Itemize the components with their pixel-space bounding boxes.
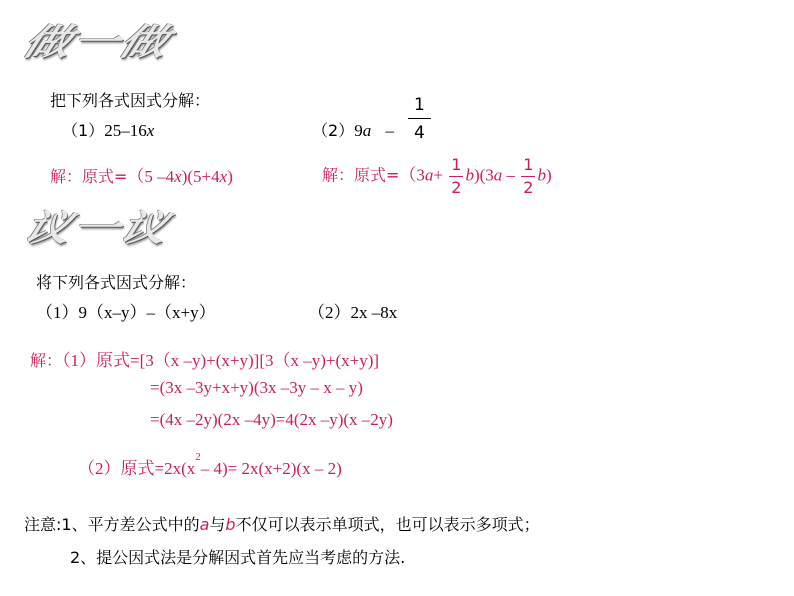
fraction-one-quarter bbox=[406, 92, 433, 147]
var-a: a bbox=[199, 515, 210, 534]
answer-part: )(5+4 bbox=[181, 167, 220, 186]
answer-prefix: 解：原式= bbox=[322, 165, 400, 185]
var-b: b bbox=[465, 165, 474, 185]
note-text: 与 bbox=[209, 515, 226, 534]
minus-sign: – bbox=[502, 165, 516, 185]
minus-sign: – bbox=[385, 121, 394, 140]
plus-sign: + bbox=[433, 165, 444, 185]
var-x: x bbox=[219, 167, 228, 186]
note-text: 不仅可以表示单项式，也可以表示多项式； bbox=[235, 515, 540, 534]
solution-line-4 bbox=[78, 451, 342, 479]
solution-part: – 4)= 2x(x+2)(x – 2) bbox=[200, 459, 342, 478]
solution-line-3: =(4x –2y)(2x –4y)=4(2x –y)(x –2y) bbox=[150, 410, 393, 429]
instruction-2: 将下列各式因式分解： bbox=[36, 273, 197, 292]
note-line-1 bbox=[24, 512, 540, 535]
frac-den: 2 bbox=[451, 178, 462, 197]
frac-num: 1 bbox=[449, 154, 463, 177]
problem-1-2 bbox=[312, 118, 394, 141]
answer-prefix: 解：原式= bbox=[50, 167, 128, 186]
var-a: a bbox=[493, 165, 503, 185]
answer-part: )(3 bbox=[473, 165, 494, 185]
frac-den: 2 bbox=[523, 178, 534, 197]
instruction-1: 把下列各式因式分解： bbox=[50, 91, 211, 110]
sol-prefix: 解： bbox=[30, 351, 63, 370]
answer-part: （5 –4 bbox=[127, 167, 175, 186]
var-x: x bbox=[174, 167, 182, 186]
var-x: x bbox=[146, 121, 155, 140]
answer-1-1 bbox=[50, 162, 233, 187]
answer-part: ) bbox=[545, 165, 552, 185]
solution-line-2: =(3x –3y+x+y)(3x –3y – x – y) bbox=[150, 378, 363, 397]
coef: 9 bbox=[354, 121, 363, 140]
var-b: b bbox=[537, 165, 546, 185]
problem-label: （1） bbox=[62, 121, 105, 140]
answer-1-2 bbox=[322, 154, 552, 199]
note-text: 注意:1、平方差公式中的 bbox=[24, 515, 200, 534]
answer-part: （3 bbox=[399, 165, 425, 185]
solution-label bbox=[30, 346, 379, 371]
frac-num: 1 bbox=[521, 154, 535, 177]
problem-label: （2） bbox=[312, 121, 355, 140]
problem-1-1 bbox=[62, 118, 154, 141]
solution-part: （2）原式=2x(x bbox=[78, 459, 196, 478]
title-yi-yi-yi: 议一议 bbox=[18, 207, 176, 250]
problem-expr: 25–16 bbox=[104, 121, 147, 140]
problem-2-2: （2）2x –8x bbox=[308, 303, 398, 322]
note-line-2: 2、提公因式法是分解因式首先应当考虑的方法. bbox=[70, 548, 406, 567]
frac-den: 4 bbox=[414, 123, 425, 143]
solution-line-1: （1）原式=[3（x –y)+(x+y)][3（x –y)+(x+y)] bbox=[62, 351, 380, 370]
problem-2-1: （1）9（x–y）–（x+y） bbox=[36, 303, 216, 322]
exponent: 2 bbox=[195, 451, 201, 463]
answer-part: ) bbox=[227, 167, 233, 186]
var-b: b bbox=[225, 515, 236, 534]
frac-num: 1 bbox=[408, 92, 431, 119]
var-a: a bbox=[362, 121, 372, 140]
var-a: a bbox=[424, 165, 434, 185]
title-zuo-yi-zuo: 做一做 bbox=[18, 21, 176, 64]
